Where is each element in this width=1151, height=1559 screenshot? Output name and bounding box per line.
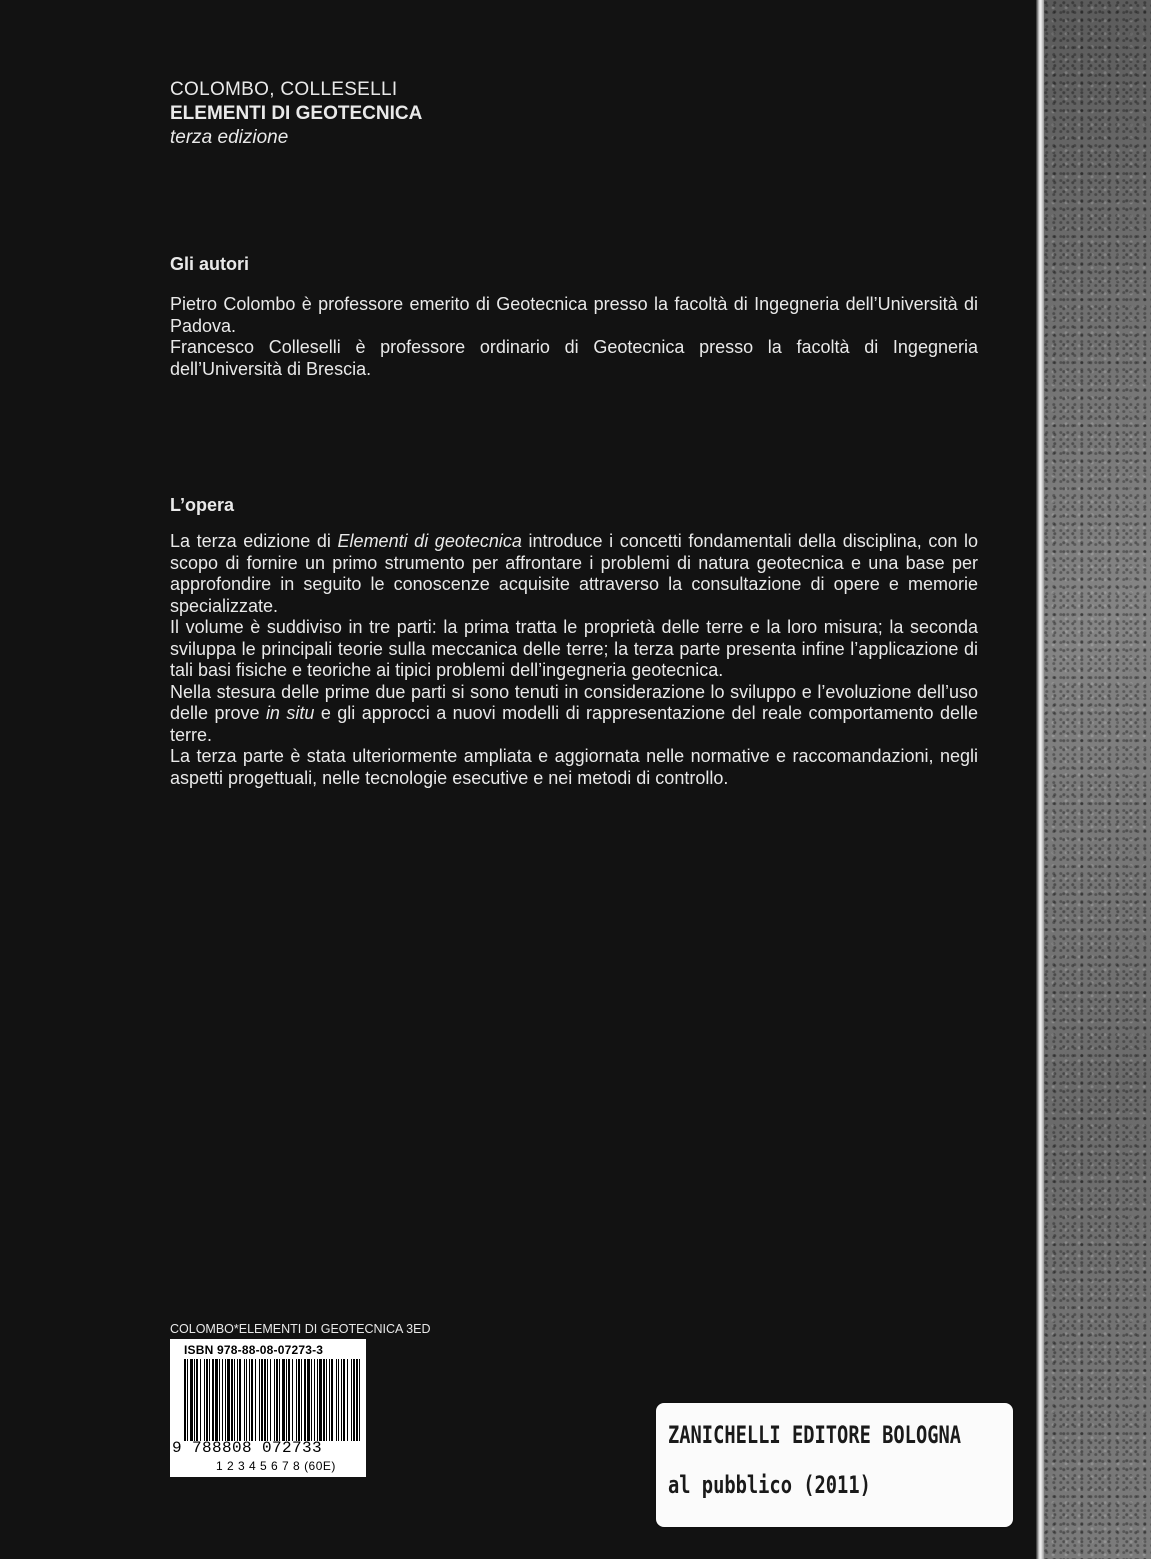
sticker-publisher: ZANICHELLI EDITORE BOLOGNA	[668, 1421, 962, 1449]
work-p3-start: Nella stesura delle prime due parti si sono tenuti in considerazione lo sviluppo e l’evoluzione dell’uso delle prove	[170, 681, 978, 723]
work-p3-term: in situ	[265, 703, 315, 723]
cover-edge	[1036, 0, 1044, 1559]
book-authors: COLOMBO, COLLESELLI	[170, 79, 398, 100]
work-heading: L’opera	[170, 495, 235, 515]
work-p3-end: e gli approcci a nuovi modelli di rappresentazione del reale comportamento delle terre.	[170, 703, 979, 745]
isbn-text: ISBN 978-88-08-07273-3	[184, 1343, 324, 1357]
work-p1-title: Elementi di geotecnica	[337, 531, 522, 551]
work-text	[170, 531, 978, 789]
barcode-box	[170, 1339, 366, 1477]
work-p1-end: introduce i concetti fondamentali della disciplina, con lo scopo di fornire un primo strumento per affrontare i problemi di natura geotecnica e una base per approfondire in seguito le conoscenze acquisite attraverso la consultazione di opere e memorie specializzate.	[170, 531, 978, 616]
book-edition: terza edizione	[170, 127, 289, 148]
work-paragraph-2: Il volume è suddiviso in tre parti: la prima tratta le proprietà delle terre e la loro misura; la seconda sviluppa le principali teorie sulla meccanica delle terre; la terza parte presenta infine l’applicazione di tali basi fisiche e teoriche ai tipici problemi dell’ingegneria geotecnica.	[170, 617, 978, 680]
work-paragraph-3	[170, 682, 978, 747]
work-paragraph-4: La terza parte è stata ulteriormente ampliata e aggiornata nelle normative e raccomandazioni, negli aspetti progettuali, nelle tecnologie esecutive e nei metodi di controllo.	[170, 746, 978, 788]
barcode-code: 1 2 3 4 5 6 7 8 (60E)	[216, 1459, 336, 1473]
authors-heading: Gli autori	[170, 254, 250, 274]
book-title: ELEMENTI DI GEOTECNICA	[170, 103, 423, 124]
barcode-bars	[184, 1359, 360, 1441]
authors-paragraph-2: Francesco Colleselli è professore ordinario di Geotecnica presso la facoltà di Ingegneria dell’Università di Brescia.	[170, 337, 978, 379]
authors-text	[170, 294, 978, 380]
price-sticker	[656, 1403, 1013, 1527]
authors-paragraph-1: Pietro Colombo è professore emerito di Geotecnica presso la facoltà di Ingegneria dell’Università di Padova.	[170, 294, 978, 336]
background-surface	[1044, 0, 1151, 1559]
barcode-digits: 9 788808 072733	[172, 1439, 323, 1457]
barcode-label: COLOMBO*ELEMENTI DI GEOTECNICA 3ED	[170, 1322, 431, 1336]
work-paragraph-1	[170, 531, 978, 617]
sticker-price-note: al pubblico (2011)	[668, 1471, 871, 1499]
title-block	[170, 78, 422, 150]
work-p1-start: La terza edizione di	[170, 531, 338, 551]
